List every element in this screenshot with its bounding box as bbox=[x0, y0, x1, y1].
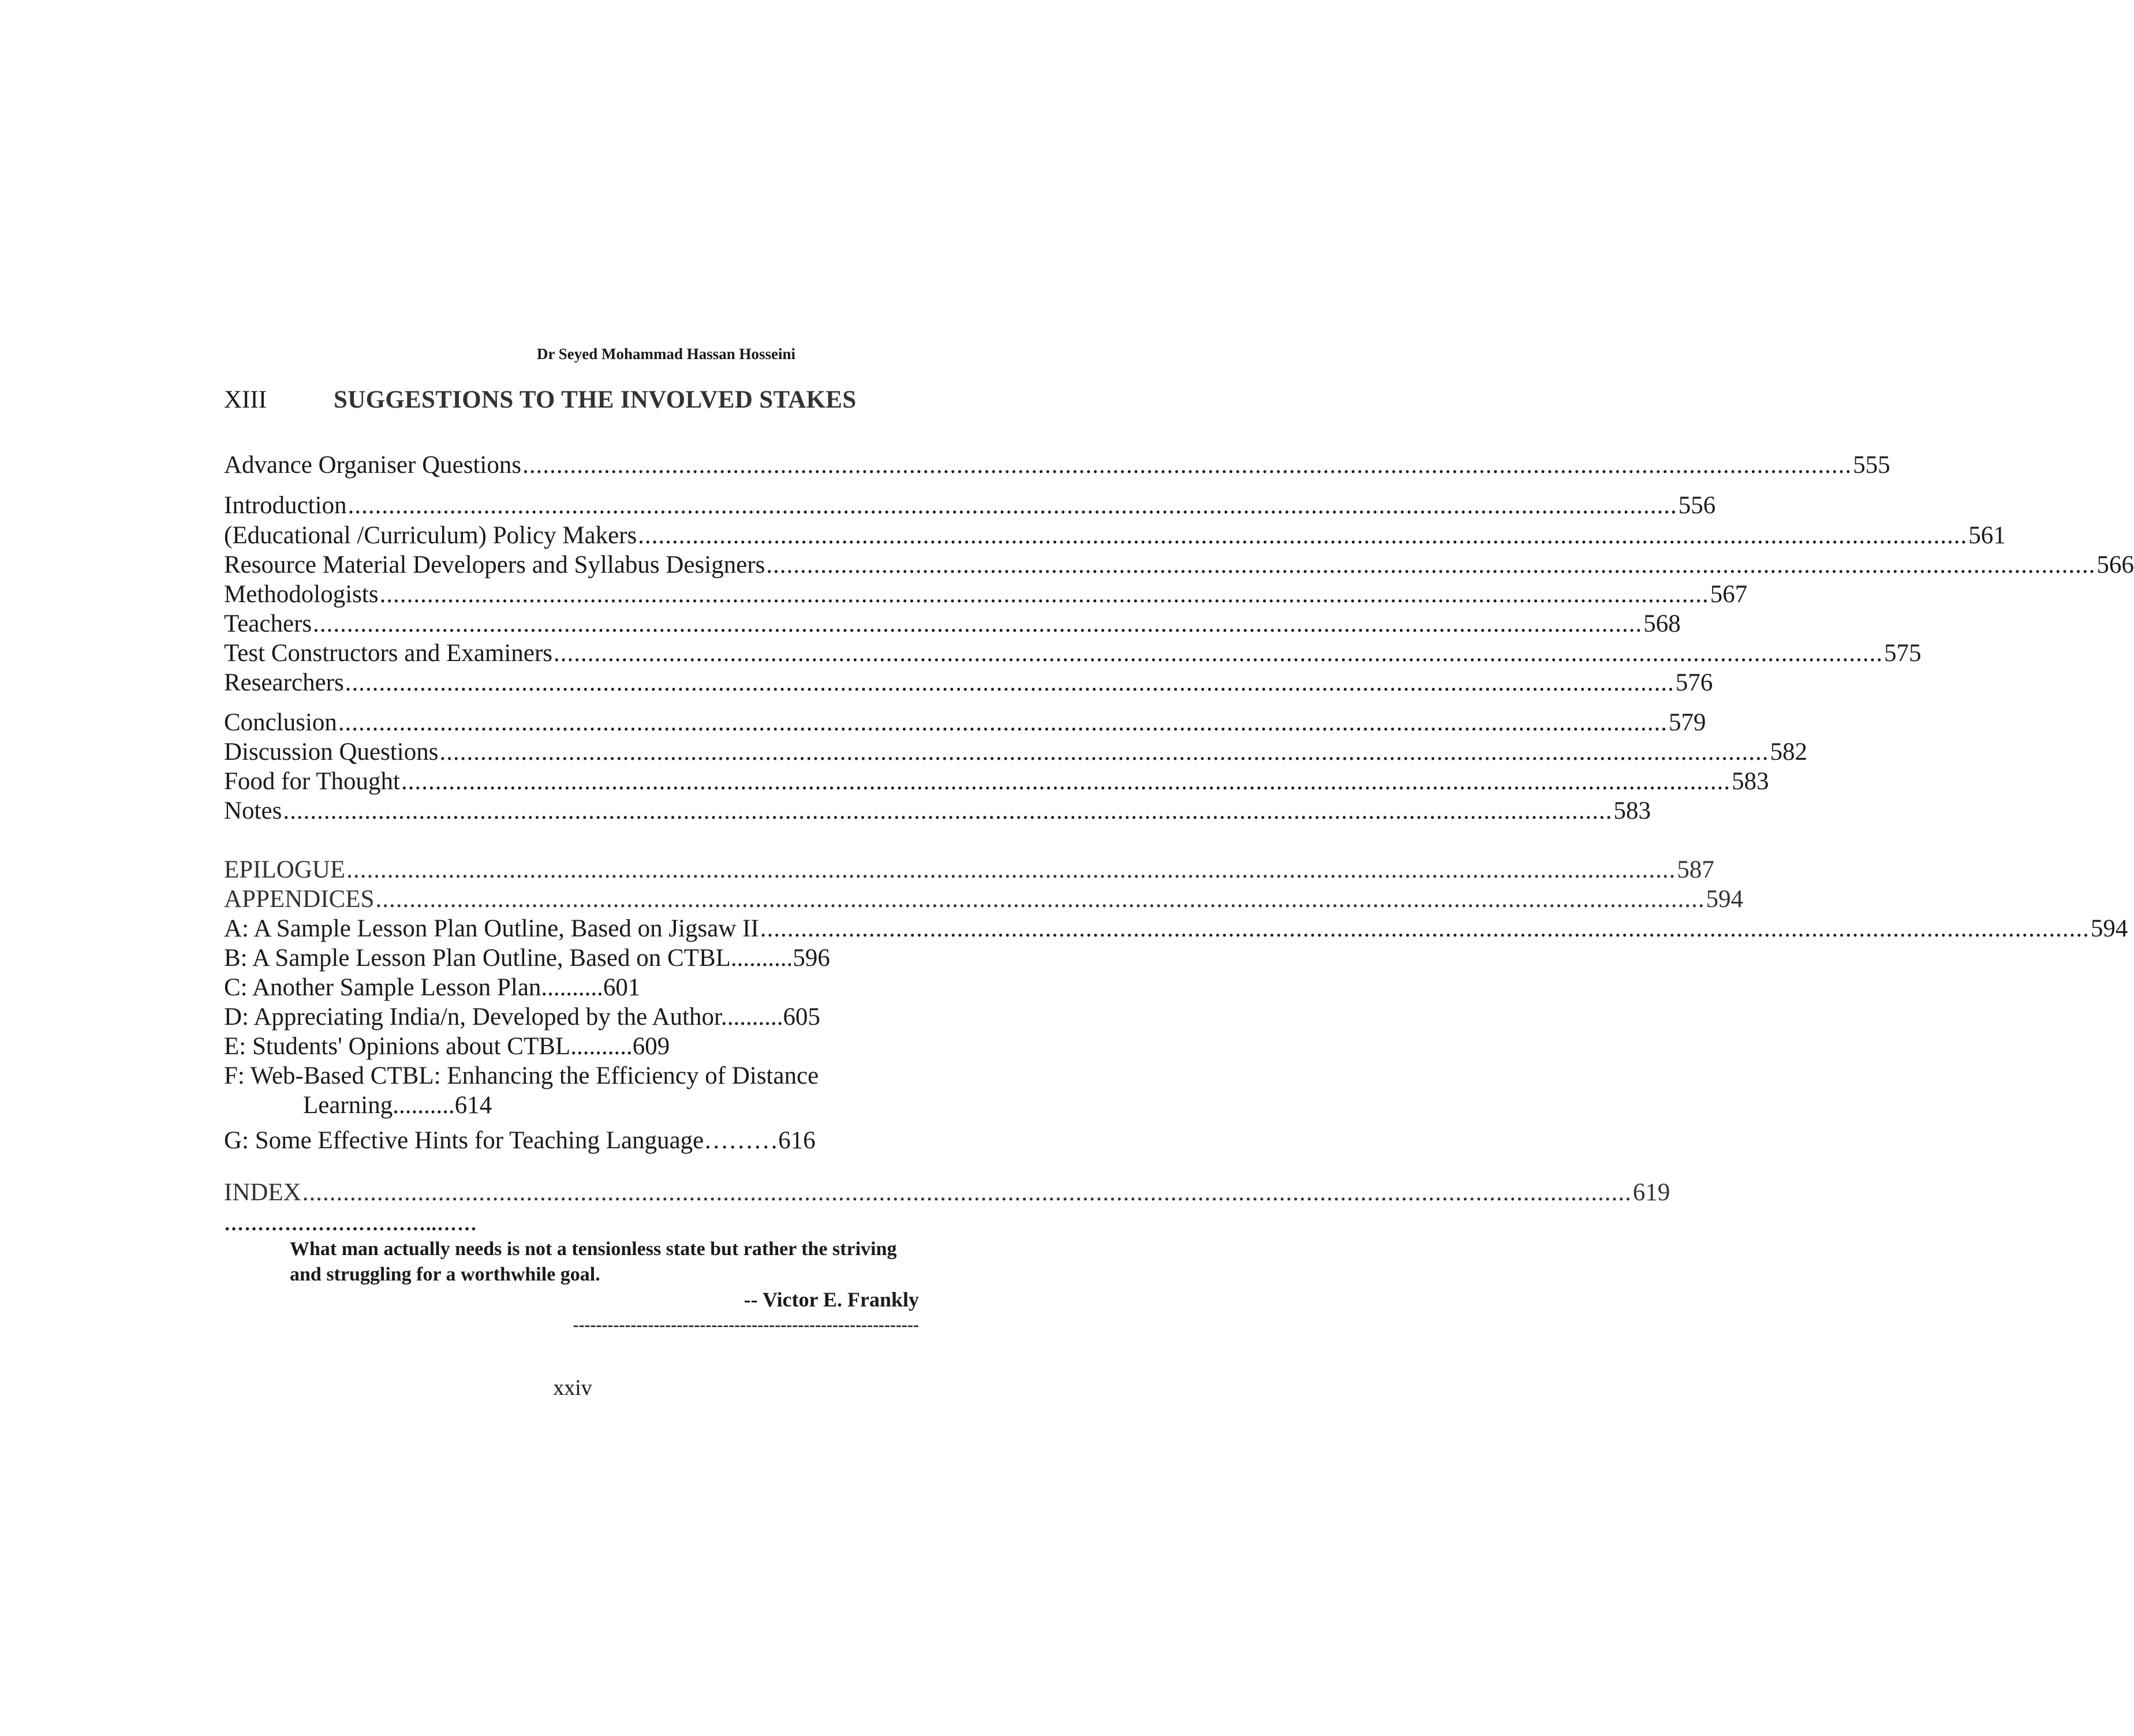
toc-entry[interactable] bbox=[224, 767, 1769, 797]
toc-appendix-f-continued[interactable]: Learning..........614 bbox=[303, 1092, 492, 1119]
toc-entry-page: 567 bbox=[1710, 581, 1748, 608]
toc-entry-page: 566 bbox=[2096, 551, 2134, 578]
toc-entry-title: Test Constructors and Examiners bbox=[224, 640, 553, 667]
toc-entry-title: INDEX bbox=[224, 1179, 301, 1206]
toc-entry-page: 594 bbox=[1706, 886, 1743, 913]
toc-leader: .................................................................................................................................................................................................... bbox=[313, 610, 1643, 637]
toc-entry[interactable] bbox=[224, 491, 1716, 521]
toc-entry-page: 579 bbox=[1668, 709, 1706, 736]
toc-appendix-b[interactable]: B: A Sample Lesson Plan Outline, Based on CTBL..........596 bbox=[224, 944, 830, 972]
toc-entry-page: 594 bbox=[2090, 915, 2128, 942]
toc-entry-page: 568 bbox=[1643, 610, 1681, 637]
epigraph-quote: What man actually needs is not a tensionless state but rather the striving and struggling for a worthwhile goal. bbox=[290, 1238, 897, 1285]
toc-entry[interactable] bbox=[224, 609, 1681, 639]
toc-section-epilogue[interactable] bbox=[224, 855, 1714, 885]
toc-leader: .................................................................................................................................................................................................... bbox=[375, 886, 1705, 913]
toc-entry[interactable] bbox=[224, 450, 1890, 480]
toc-leader: .................................................................................................................................................................................................... bbox=[638, 522, 1968, 549]
toc-section-appendices[interactable] bbox=[224, 884, 1743, 914]
running-header: Dr Seyed Mohammad Hassan Hosseini bbox=[537, 345, 796, 363]
toc-section-index[interactable] bbox=[224, 1178, 1670, 1208]
toc-entry-title: Food for Thought bbox=[224, 768, 400, 795]
epigraph-attribution: -- Victor E. Frankly bbox=[743, 1288, 919, 1311]
toc-appendix-c[interactable]: C: Another Sample Lesson Plan..........601 bbox=[224, 974, 641, 1001]
toc-entry[interactable] bbox=[224, 737, 1807, 767]
toc-entry-title: Resource Material Developers and Syllabus Designers bbox=[224, 551, 765, 578]
toc-entry[interactable] bbox=[224, 521, 2006, 551]
toc-leader: .................................................................................................................................................................................................... bbox=[766, 551, 2096, 578]
toc-appendix-f[interactable]: F: Web-Based CTBL: Enhancing the Efficiency of Distance bbox=[224, 1062, 819, 1089]
toc-entry-page: 587 bbox=[1677, 856, 1714, 883]
toc-entry-page: 575 bbox=[1884, 640, 1922, 667]
toc-entry-title: Conclusion bbox=[224, 709, 337, 736]
toc-entry-page: 556 bbox=[1678, 492, 1716, 519]
toc-leader: .................................................................................................................................................................................................... bbox=[439, 738, 1769, 766]
toc-appendix-a[interactable] bbox=[224, 914, 2128, 944]
chapter-title: SUGGESTIONS TO THE INVOLVED STAKES bbox=[334, 386, 857, 413]
toc-entry-page: 619 bbox=[1632, 1179, 1670, 1206]
toc-entry-title: EPILOGUE bbox=[224, 856, 346, 883]
toc-entry-page: 561 bbox=[1968, 522, 2006, 549]
toc-leader: .................................................................................................................................................................................................... bbox=[522, 451, 1852, 479]
toc-entry[interactable] bbox=[224, 668, 1713, 698]
toc-leader: .................................................................................................................................................................................................... bbox=[347, 492, 1677, 519]
toc-appendix-d[interactable]: D: Appreciating India/n, Developed by the Author..........605 bbox=[224, 1003, 821, 1031]
toc-entry[interactable] bbox=[224, 796, 1651, 826]
toc-entry-title: Teachers bbox=[224, 610, 312, 637]
toc-leader: .................................................................................................................................................................................................... bbox=[760, 915, 2090, 942]
toc-leader: .................................................................................................................................................................................................... bbox=[345, 669, 1675, 696]
toc-leader: .................................................................................................................................................................................................... bbox=[302, 1179, 1632, 1206]
toc-entry-page: 555 bbox=[1853, 451, 1890, 479]
toc-appendix-g[interactable]: G: Some Effective Hints for Teaching Language………616 bbox=[224, 1127, 816, 1154]
toc-entry-title: Methodologists bbox=[224, 581, 379, 608]
chapter-number: XIII bbox=[224, 386, 267, 413]
toc-appendix-e[interactable]: E: Students' Opinions about CTBL..........609 bbox=[224, 1033, 670, 1060]
dashed-rule: ------------------------------------------------------------ bbox=[573, 1315, 919, 1334]
toc-entry-title: A: A Sample Lesson Plan Outline, Based on Jigsaw II bbox=[224, 915, 759, 942]
toc-entry[interactable] bbox=[224, 708, 1706, 738]
toc-entry-title: APPENDICES bbox=[224, 886, 375, 913]
chapter-heading bbox=[224, 386, 882, 420]
toc-entry-title: (Educational /Curriculum) Policy Makers bbox=[224, 522, 637, 549]
toc-entry[interactable] bbox=[224, 580, 1748, 610]
toc-entry-page: 582 bbox=[1770, 738, 1807, 766]
toc-leader: .................................................................................................................................................................................................... bbox=[283, 797, 1613, 824]
toc-leader: .................................................................................................................................................................................................... bbox=[554, 640, 1883, 667]
toc-entry-title: Introduction bbox=[224, 492, 347, 519]
toc-entry-title: Advance Organiser Questions bbox=[224, 451, 522, 479]
toc-entry-title: Discussion Questions bbox=[224, 738, 439, 766]
toc-leader: .................................................................................................................................................................................................... bbox=[401, 768, 1731, 795]
toc-entry-page: 583 bbox=[1613, 797, 1651, 824]
page-number: xxiv bbox=[553, 1376, 592, 1400]
toc-entry[interactable] bbox=[224, 550, 2134, 580]
toc-entry-title: Notes bbox=[224, 797, 282, 824]
toc-leader: .................................................................................................................................................................................................... bbox=[379, 581, 1709, 608]
toc-entry-page: 576 bbox=[1675, 669, 1713, 696]
toc-entry[interactable] bbox=[224, 639, 1922, 669]
toc-entry-title: Researchers bbox=[224, 669, 344, 696]
separator-dots: …………………………..…… bbox=[224, 1214, 477, 1235]
toc-leader: .................................................................................................................................................................................................... bbox=[346, 856, 1676, 883]
toc-leader: .................................................................................................................................................................................................... bbox=[338, 709, 1668, 736]
toc-entry-page: 583 bbox=[1732, 768, 1769, 795]
